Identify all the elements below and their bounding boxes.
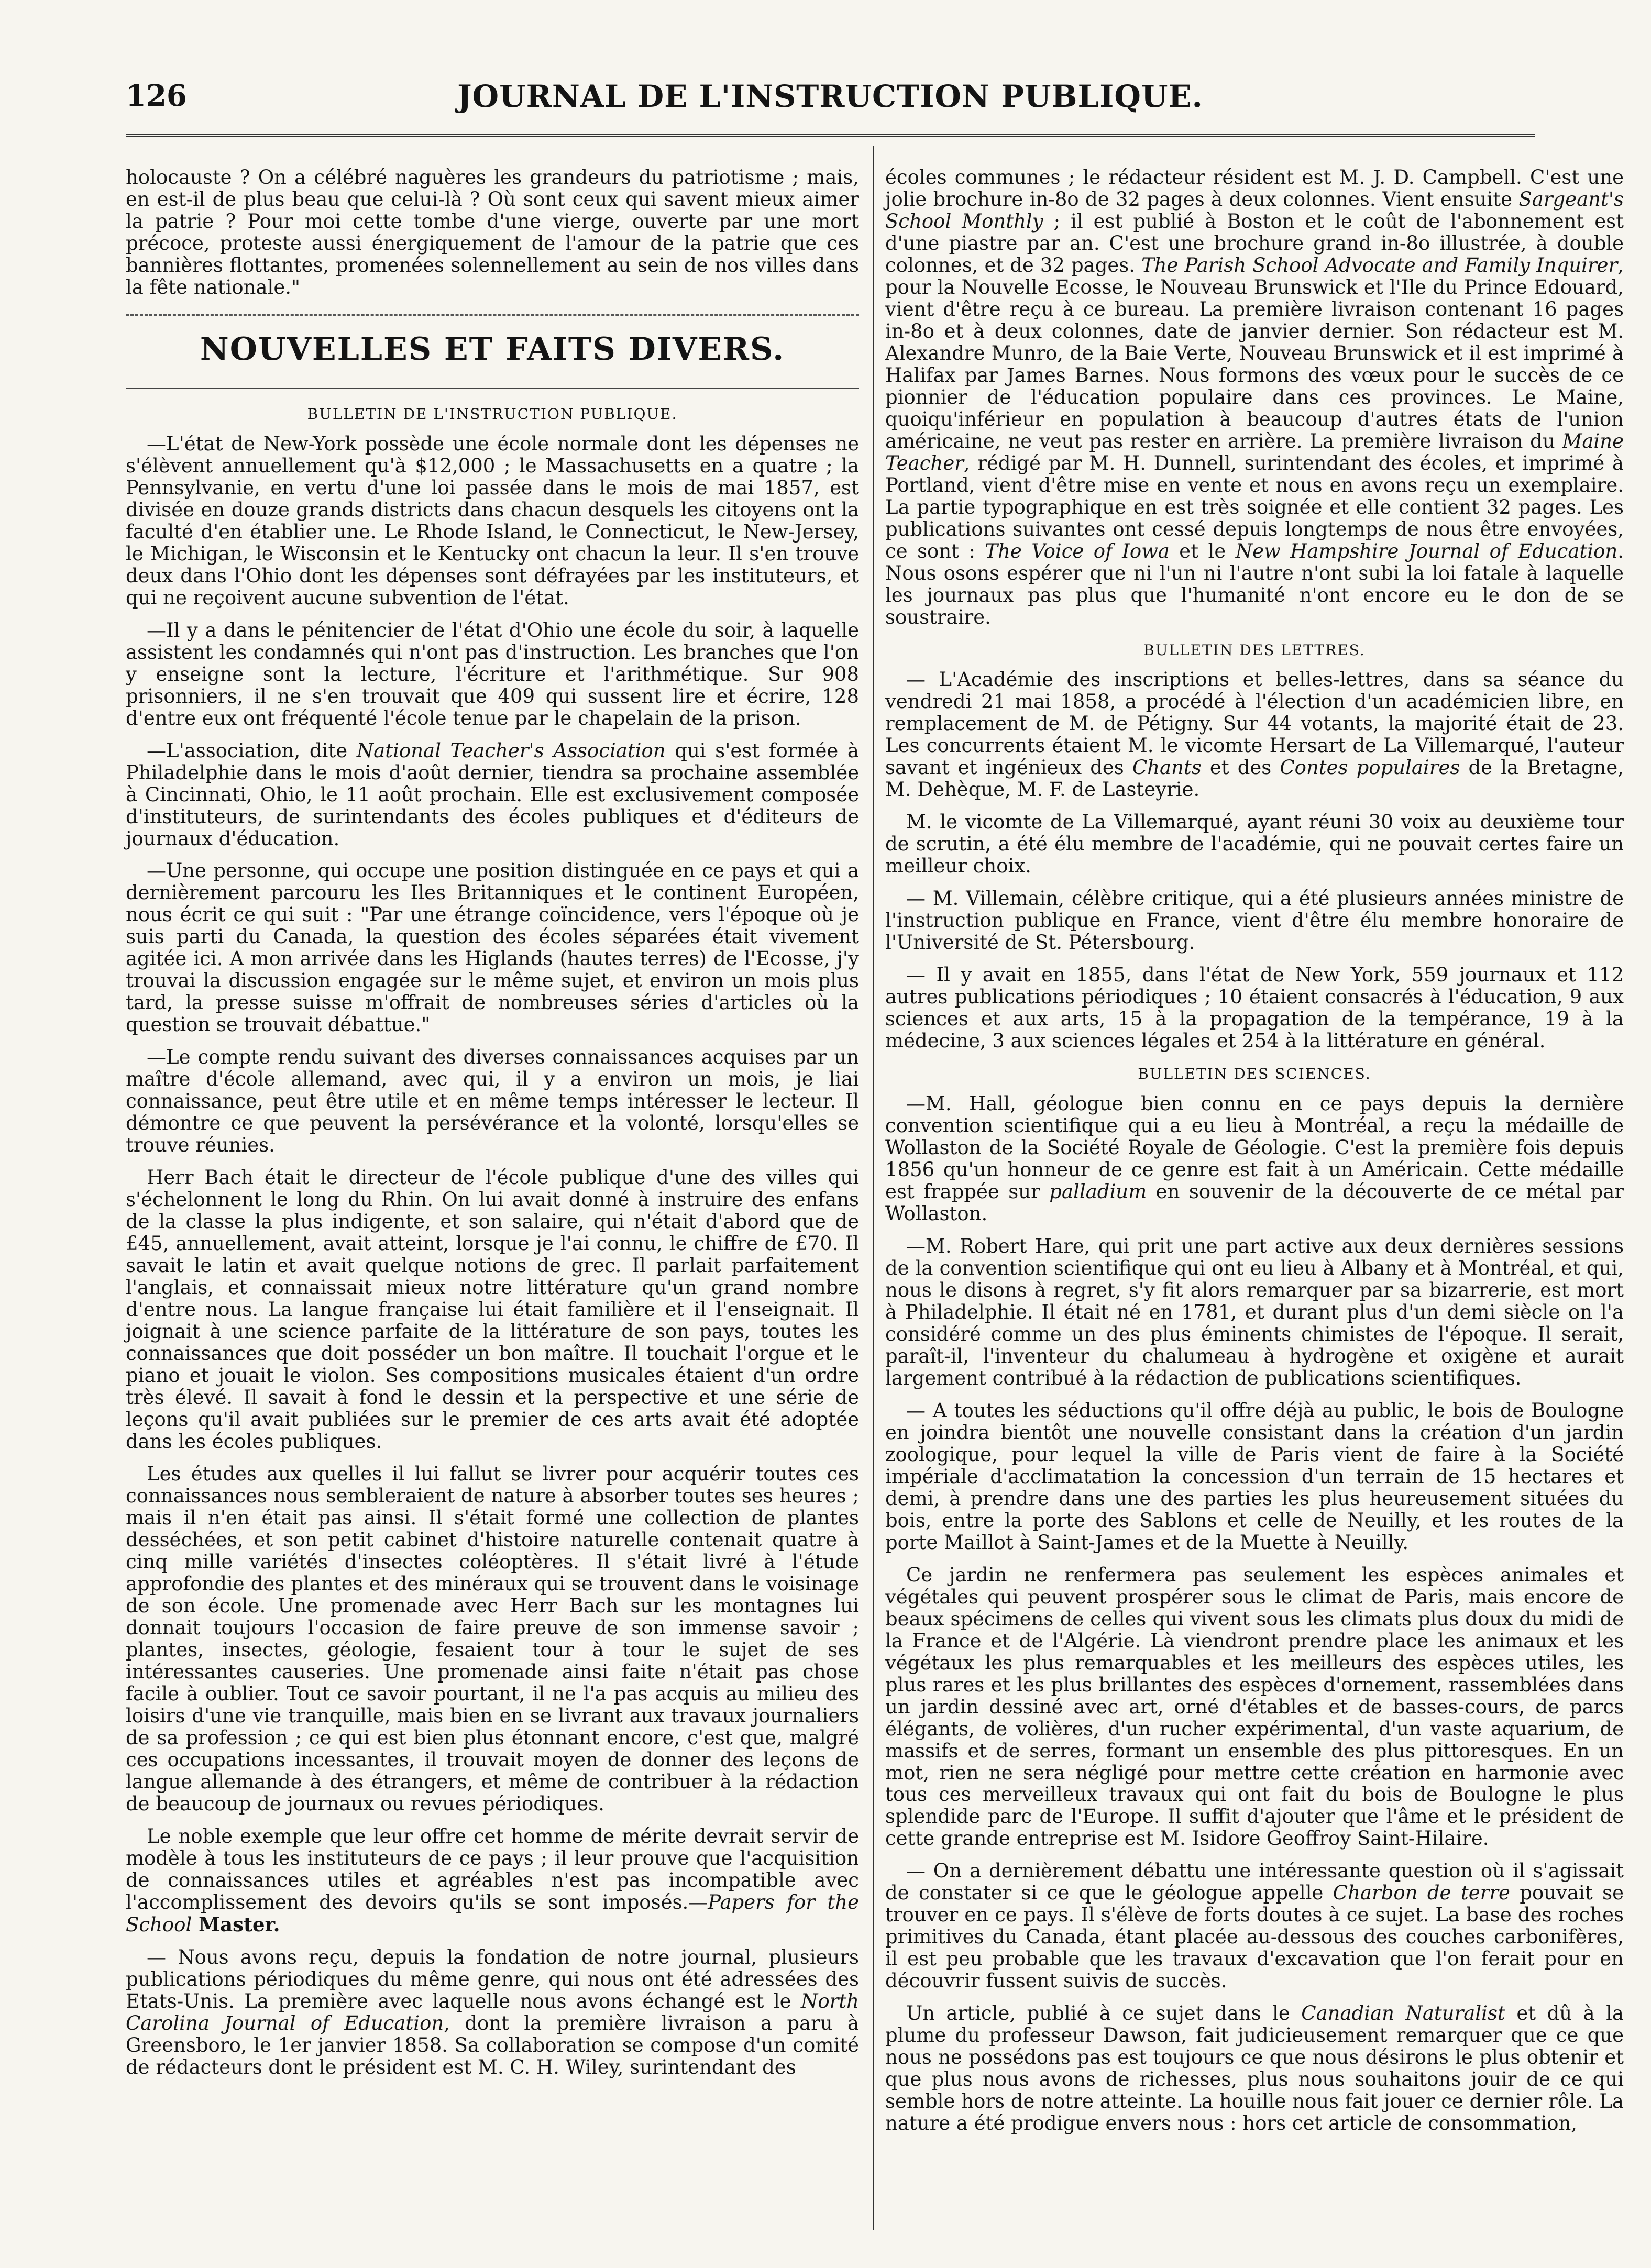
paragraph: holocauste ? On a célébré naguères les grandeurs du patriotisme ; mais, en est-il de plus beau que celui-là ? Où sont ceux qui savent mieux aimer la patrie ? Pour moi cette tombe d'une vierge, ouverte par une mort précoce, proteste aussi énergiquement de l'amour de la patrie que ces bannières flottantes, promenées solennellement au sein de nos villes dans la fête nationale." — [126, 166, 859, 298]
left-column — [126, 167, 859, 2089]
section-title: NOUVELLES ET FAITS DIVERS. — [200, 330, 785, 368]
paragraph: — Il y avait en 1855, dans l'état de New York, 559 journaux et 112 autres publications périodiques ; 10 étaient consacrés à l'éducation, 9 aux sciences et aux arts, 15 à la propagation de la tempérance, 19 à la médecine, 3 aux sciences légales et 254 à la littérature en général. — [885, 964, 1624, 1053]
paragraph: —Le compte rendu suivant des diverses connaissances acquises par un maître d'école allemand, avec qui, il y a environ un mois, je liai connaissance, peut être utile et en même temps intéresser le lecteur. Il démontre ce que peuvent la persévérance et la volonté, lorsqu'elles se trouve réunies. — [126, 1046, 859, 1157]
divider — [126, 388, 859, 390]
paragraph: —L'association, dite National Teacher's Association qui s'est formée à Philadelphie dans le mois d'août dernier, tiendra sa prochaine assemblée à Cincinnati, Ohio, le 11 août prochain. Elle est exclusivement composée d'instituteurs, de surintendants des écoles publiques et d'éditeurs de journaux d'éducation. — [126, 739, 859, 850]
bulletin-heading: BULLETIN DES LETTRES. — [1143, 641, 1366, 659]
paragraph: — M. Villemain, célèbre critique, qui a été plusieurs années ministre de l'instruction publique en France, vient d'être élu membre honoraire de l'Université de St. Pétersbourg. — [885, 887, 1624, 954]
paragraph: Ce jardin ne renfermera pas seulement les espèces animales et végétales qui peuvent prospérer sous le climat de Paris, mais encore de beaux spécimens de celles qui vivent sous les climats plus doux du midi de la France et de l'Algérie. Là viendront prendre place les animaux et les végétaux les plus remarquables et les meilleurs des espèces utiles, les plus rares et les plus brillantes des espèces d'ornement, rassemblées dans un jardin dessiné avec art, orné d'étables et de basses-cours, de parcs élégants, de volières, d'un rucher expérimental, d'un vaste aquarium, de massifs et de serres, formant un ensemble des plus pittoresques. En un mot, rien ne sera négligé pour mettre cette création en harmonie avec tous ces merveilleux travaux qui ont fait du bois de Boulogne le plus splendide parc de l'Europe. Il suffit d'ajouter que l'âme et le président de cette grande entreprise est M. Isidore Geoffroy Saint-Hilaire. — [885, 1563, 1624, 1850]
paragraph: —M. Hall, géologue bien connu en ce pays depuis la dernière convention scientifique qui a eu lieu à Montréal, a reçu la médaille de Wollaston de la Société Royale de Géologie. C'est la première fois depuis 1856 qu'un honneur de ce genre est fait à un Américain. Cette médaille est frappée sur palladium en souvenir de la découverte de ce métal par Wollaston. — [885, 1092, 1624, 1225]
paragraph: —M. Robert Hare, qui prit une part active aux deux dernières sessions de la convention scientifique qui ont eu lieu à Albany et à Montréal, et qui, nous le disons à regret, s'y fit alors remarquer par sa bizarrerie, est mort à Philadelphie. Il était né en 1781, et durant plus d'un demi siècle on l'a considéré comme un des plus éminents chimistes de l'époque. Il serait, paraît-il, l'inventeur du chalumeau à hydrogène et oxigène et aurait largement contribué à la rédaction de publications scientifiques. — [885, 1234, 1624, 1389]
paragraph: —Une personne, qui occupe une position distinguée en ce pays et qui a dernièrement parcouru les Iles Britanniques et le continent Européen, nous écrit ce qui suit : "Par une étrange coïncidence, vers l'époque où je suis parti du Canada, la question des écoles séparées était vivement agitée ici. A mon arrivée dans les Higlands (hautes terres) de l'Ecosse, j'y trouvai la discussion engagée sur le même sujet, et environ un mois plus tard, la presse suisse m'offrait de nombreuses séries d'articles où la question se trouvait débattue." — [126, 859, 859, 1036]
paragraph: — A toutes les séductions qu'il offre déjà au public, le bois de Boulogne en joindra bientôt une nouvelle consistant dans la création d'un jardin zoologique, pour lequel la ville de Paris vient de faire à la Société impériale d'acclimatation la concession d'un terrain de 15 hectares et demi, à prendre dans une des parties les plus heureusement situées du bois, entre la porte des Sablons et celle de Neuilly, et les routes de la porte Maillot à Saint-James et de la Muette à Neuilly. — [885, 1399, 1624, 1554]
paragraph: Herr Bach était le directeur de l'école publique d'une des villes qui s'échelonnent le long du Rhin. On lui avait donné à instruire des enfans de la classe la plus indigente, et son salaire, qui n'était d'abord que de £45, annuellement, avait atteint, lorsque je l'ai connu, le chiffre de £70. Il savait le latin et avait quelque notions de grec. Il parlait parfaitement l'anglais, et connaissait mieux notre littérature qu'un grand nombre d'entre nous. La langue française lui était familière et il l'enseignait. Il joignait à une science parfaite de la littérature de son pays, toutes les connaissances que doit posséder un bon maître. Il touchait l'orgue et le piano et jouait le violon. Ses compositions musicales étaient d'un ordre très élevé. Il savait à fond le dessin et la perspective et une série de leçons qu'il avait publiées sur le premier de ces arts avait été adoptée dans les écoles publiques. — [126, 1166, 859, 1453]
divider — [126, 314, 859, 316]
paragraph: — On a dernièrement débattu une intéressante question où il s'agissait de constater si ce que le géologue appelle Charbon de terre pouvait se trouver en ce pays. Il s'élève de forts doutes à ce sujet. La base des roches primitives du Canada, étant placée au-dessous des couches carbonifères, il est peu probable que les travaux d'excavation que l'on ferait pour en découvrir fussent suivis de succès. — [885, 1860, 1624, 1993]
bulletin-heading: BULLETIN DE L'INSTRUCTION PUBLIQUE. — [307, 405, 678, 423]
paragraph: Le noble exemple que leur offre cet homme de mérite devrait servir de modèle à tous les instituteurs de ce pays ; il leur prouve que l'acquisition de connaissances utiles et agréables n'est pas incompatible avec l'accomplissement des devoirs qu'ils se sont imposés.—Papers for the School Master. — [126, 1824, 859, 1936]
paragraph: M. le vicomte de La Villemarqué, ayant réuni 30 voix au deuxième tour de scrutin, a été élu membre de l'académie, qui ne pouvait certes faire un meilleur choix. — [885, 811, 1624, 878]
page-number: 126 — [126, 79, 187, 113]
paragraph: —L'état de New-York possède une école normale dont les dépenses ne s'élèvent annuellement qu'à $12,000 ; le Massachusetts en a quatre ; la Pennsylvanie, en vertu d'une loi passée dans le mois de mai 1857, est divisée en douze grands districts dans chacun desquels les citoyens ont la faculté d'en établier une. Le Rhode Island, le Connecticut, le New-Jersey, le Michigan, le Wisconsin et le Kentucky ont chacun la leur. Il s'en trouve deux dans l'Ohio dont les dépenses sont défrayées par les instituteurs, et qui ne reçoivent aucune subvention de l'état. — [126, 432, 859, 609]
journal-title: JOURNAL DE L'INSTRUCTION PUBLIQUE. — [457, 79, 1203, 114]
paragraph: — L'Académie des inscriptions et belles-lettres, dans sa séance du vendredi 21 mai 1858, a procédé à l'élection d'un académicien libre, en remplacement de M. de Pétigny. Sur 44 votants, la majorité était de 23. Les concurrents étaient M. le vicomte Hersart de La Villemarqué, l'auteur savant et ingénieux des Chants et des Contes populaires de la Bretagne, M. Dehèque, M. F. de Lasteyrie. — [885, 668, 1624, 801]
page-header — [126, 73, 1535, 131]
column-divider — [873, 146, 874, 2230]
bulletin-heading: BULLETIN DES SCIENCES. — [1138, 1065, 1371, 1083]
header-rule — [126, 134, 1535, 137]
right-column — [885, 167, 1624, 2145]
paragraph: —Il y a dans le pénitencier de l'état d'Ohio une école du soir, à laquelle assistent les condamnés qui n'ont pas d'instruction. Les branches que l'on y enseigne sont la lecture, l'écriture et l'arithmétique. Sur 908 prisonniers, il ne s'en trouvait que 409 qui sussent lire et écrire, 128 d'entre eux ont fréquenté l'école tenue par le chapelain de la prison. — [126, 618, 859, 729]
paragraph: écoles communes ; le rédacteur résident est M. J. D. Campbell. C'est une jolie brochure in-8o de 32 pages à deux colonnes. Vient ensuite Sargeant's School Monthly ; il est publié à Boston et le coût de l'abonnement est d'une piastre par an. C'est une brochure grand in-8o illustrée, à double colonnes, et de 32 pages. The Parish School Advocate and Family Inquirer, pour la Nouvelle Ecosse, le Nouveau Brunswick et l'Ile du Prince Edouard, vient d'être reçu à ce bureau. La première livraison contenant 16 pages in-8o et à deux colonnes, date de janvier dernier. Son rédacteur est M. Alexandre Munro, de la Baie Verte, Nouveau Brunswick et il est imprimé à Halifax par James Barnes. Nous formons des vœux pour le succès de ce pionnier de l'éducation populaire dans ces provinces. Le Maine, quoiqu'inférieur en population à beaucoup d'autres états de l'union américaine, ne veut pas rester en arrière. La première livraison du Maine Teacher, rédigé par M. H. Dunnell, surintendant des écoles, et imprimé à Portland, vient d'être mise en vente et nous en avons reçu un exemplaire. La partie typographique en est très soignée et elle contient 32 pages. Les publications suivantes ont cessé depuis longtemps de nous être envoyées, ce sont : The Voice of Iowa et le New Hampshire Journal of Education. Nous osons espérer que ni l'un ni l'autre n'ont subi la loi fatale à laquelle les journaux pas plus que l'humanité n'ont encore eu le don de se soustraire. — [885, 166, 1624, 628]
paragraph: — Nous avons reçu, depuis la fondation de notre journal, plusieurs publications périodiques du même genre, qui nous ont été adressées des Etats-Unis. La première avec laquelle nous avons échangé est le North Carolina Journal of Education, dont la première livraison a paru à Greensboro, le 1er janvier 1858. Sa collaboration se compose d'un comité de rédacteurs dont le président est M. C. H. Wiley, surintendant des — [126, 1945, 859, 2078]
paragraph: Les études aux quelles il lui fallut se livrer pour acquérir toutes ces connaissances nous sembleraient de nature à absorber toutes ses heures ; mais il n'en était pas ainsi. Il s'était formé une collection de plantes desséchées, et son petit cabinet d'histoire naturelle contenait quatre à cinq mille variétés d'insectes coléoptères. Il s'était livré à l'étude approfondie des plantes et des minéraux qui se trouvent dans le voisinage de son école. Une promenade avec Herr Bach sur les montagnes lui donnait toujours l'occasion de faire preuve de son immense savoir ; plantes, insectes, géologie, fesaient tour à tour le sujet de ses intéressantes causeries. Une promenade ainsi faite n'était pas chose facile à oublier. Tout ce savoir pourtant, il ne l'a pas acquis au milieu des loisirs d'une vie tranquille, mais bien en se livrant aux travaux journaliers de sa profession ; ce qui est bien plus étonnant encore, c'est que, malgré ces occupations incessantes, il trouvait moyen de donner des leçons de langue allemande à des étrangers, et même de contribuer à la rédaction de beaucoup de journaux ou revues périodiques. — [126, 1463, 859, 1815]
paragraph: Un article, publié à ce sujet dans le Canadian Naturalist et dû à la plume du professeur Dawson, fait judicieusement remarquer que ce que nous ne possédons pas est toujours ce que nous désirons le plus obtenir et que plus nous avons de richesses, plus nous souhaitons jouir de ce qui semble hors de notre atteinte. La houille nous fait jouer ce dernier rôle. La nature a été prodigue envers nous : hors cet article de consommation, — [885, 2002, 1624, 2135]
